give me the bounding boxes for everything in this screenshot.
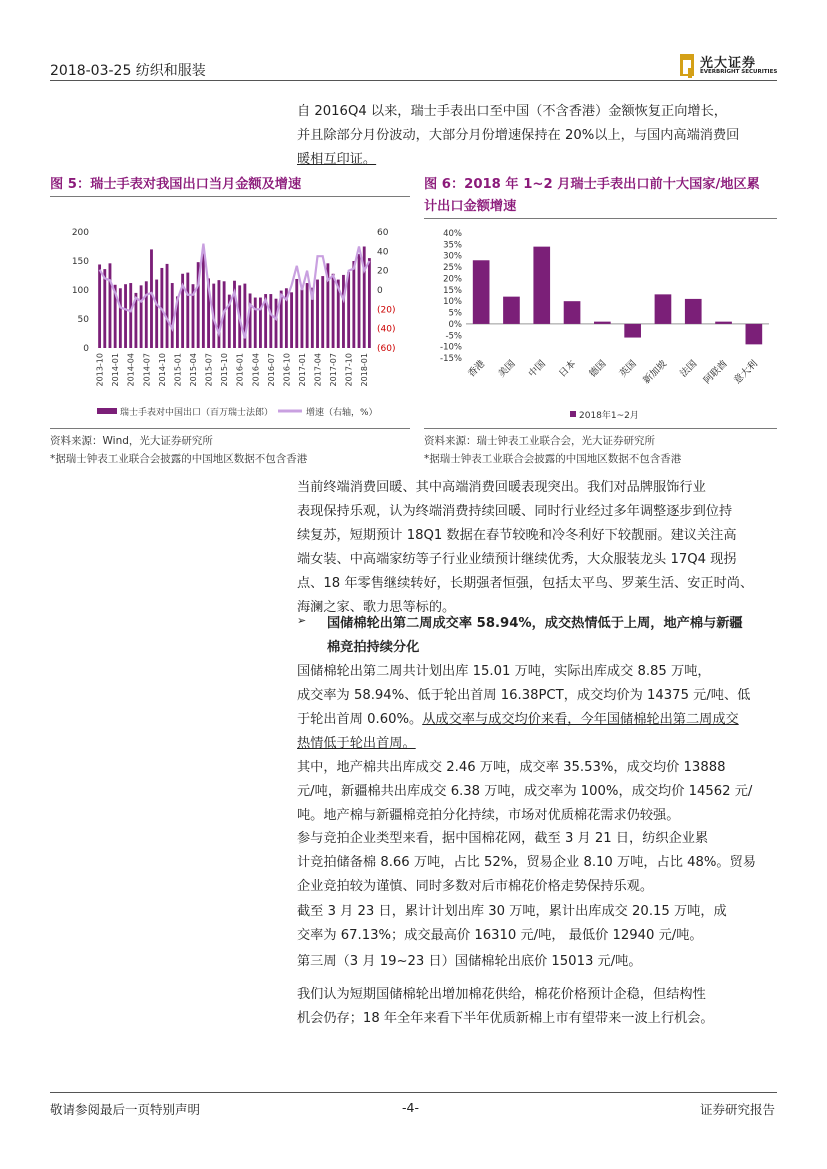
right-axis-tick-label: (40) (377, 324, 396, 335)
bar-export-value (218, 280, 221, 348)
intro-line: 暖相互印证。 (297, 152, 377, 167)
bar-growth-by-country (624, 324, 641, 338)
bar-export-value (358, 254, 361, 348)
y-axis-tick-label: -15% (440, 354, 462, 364)
category-label: 德国 (587, 358, 609, 380)
x-axis-tick-label: 2015-07 (204, 353, 214, 387)
bar-export-value (269, 294, 272, 348)
right-axis-tick-label: 20 (377, 266, 389, 277)
intro-paragraph (297, 100, 777, 172)
legend-label-bars: 瑞士手表对中国出口（百万瑞士法郎） (120, 408, 274, 418)
category-label: 意大利 (732, 358, 760, 387)
bar-growth-by-country (533, 247, 550, 324)
paragraph-week3-floor: 第三周（3 月 19~23 日）国储棉轮出底价 15013 元/吨。 (297, 954, 642, 969)
logo-text-en: EVERBRIGHT SECURITIES (700, 69, 778, 75)
figure6-top-rule (424, 218, 777, 219)
bar-export-value (342, 275, 345, 348)
x-axis-tick-label: 2014-07 (142, 353, 152, 387)
bar-growth-by-country (685, 299, 702, 324)
x-axis-tick-label: 2017-01 (297, 353, 307, 387)
x-axis-tick-label: 2015-10 (220, 353, 230, 387)
bar-export-value (124, 284, 127, 348)
bar-export-value (290, 292, 293, 348)
y-axis-tick-label: 40% (443, 229, 462, 239)
bar-export-value (109, 263, 112, 348)
bar-export-value (145, 281, 148, 348)
x-axis-tick-label: 2016-07 (266, 353, 276, 387)
y-axis-tick-label: 10% (443, 297, 462, 308)
bar-export-value (316, 280, 319, 348)
paragraph-bidders: 参与竞拍企业类型来看，据中国棉花网，截至 3 月 21 日，纺织企业累 计竞拍储备棉 8.66 万吨，占比 52%，贸易企业 8.10 万吨，占比 48%。贸易 企业竞拍较为谨慎、同时多数对后市棉花价格走势保持乐观。 (297, 831, 756, 894)
figure5-chart (50, 220, 410, 425)
left-axis-tick-label: 150 (71, 257, 89, 267)
legend-label-2018: 2018年1~2月 (579, 411, 639, 421)
left-axis-tick-label: 0 (83, 344, 89, 354)
x-axis-tick-label: 2013-10 (95, 353, 105, 387)
figure5-bottom-rule (50, 428, 410, 429)
company-logo (680, 52, 790, 82)
y-axis-tick-label: 35% (443, 240, 462, 251)
legend-swatch-bars (97, 408, 117, 414)
figure5-title: 图 5：瑞士手表对我国出口当月金额及增速 (50, 177, 302, 192)
x-axis-tick-label: 2014-10 (157, 353, 167, 387)
right-axis-tick-label: 60 (377, 228, 389, 238)
bar-export-value (129, 283, 132, 348)
bar-export-value (103, 269, 106, 348)
category-label: 香港 (466, 358, 488, 380)
bar-export-value (254, 298, 257, 348)
bar-export-value (202, 253, 205, 348)
bar-export-value (186, 273, 189, 348)
y-axis-tick-label: 25% (443, 263, 462, 274)
footer-disclaimer: 敬请参阅最后一页特别声明 (50, 1102, 201, 1117)
bar-export-value (275, 299, 278, 348)
footer-page-number: -4- (402, 1100, 419, 1115)
figure6-source: 资料来源：瑞士钟表工业联合会，光大证券研究所 *据瑞士钟表工业联合会披露的中国地区数据不包含香港 (424, 435, 682, 465)
y-axis-tick-label: 0% (448, 319, 462, 330)
legend-label-line: 增速（右轴，%） (306, 408, 378, 418)
x-axis-tick-label: 2014-01 (111, 353, 121, 387)
section-heading-text: 国储棉轮出第二周成交率 58.94%，成交热情低于上周，地产棉与新疆 棉竞拍持续分化 (327, 616, 743, 655)
paragraph-market-view: 当前终端消费回暖、其中高端消费回暖表现突出。我们对品牌服饰行业 表现保持乐观，认为终端消费持续回暖、同时行业经过多年调整逐步到位持 续复苏，短期预计 18Q1 数据在春节较晚和冷冬利好下较靓丽。建议关注高 端女装、中高端家纺等子行业业绩预计继续优秀，大众服装龙头 17Q4 现拐 点、18 年零售继续转好，长期强者恒强，包括太平鸟、罗莱生活、安正时尚、 海澜之家、歌力思等标的。 (297, 480, 754, 615)
right-axis-tick-label: (60) (377, 344, 396, 354)
category-label: 新加坡 (641, 358, 670, 387)
bar-export-value (155, 280, 158, 348)
x-axis-tick-label: 2016-10 (282, 353, 292, 387)
x-axis-tick-label: 2017-10 (344, 353, 354, 387)
x-axis-tick-label: 2014-04 (126, 353, 136, 387)
legend-swatch-2018 (570, 411, 576, 417)
bar-export-value (347, 272, 350, 348)
x-axis-tick-label: 2015-01 (173, 353, 183, 387)
intro-line: 并且除部分月份波动，大部分月份增速保持在 20%以上，与国内高端消费回 (297, 128, 740, 143)
bar-export-value (98, 264, 101, 348)
header-rule (50, 80, 777, 81)
header-date-section: 2018-03-25 纺织和服装 (50, 63, 206, 79)
category-label: 日本 (556, 358, 579, 380)
right-axis-tick-label: (20) (377, 305, 396, 316)
logo-mark-icon (680, 54, 694, 76)
y-axis-tick-label: 20% (443, 274, 462, 285)
intro-line: 自 2016Q4 以来，瑞士手表出口至中国（不含香港）金额恢复正向增长， (297, 104, 727, 119)
bar-growth-by-country (503, 297, 520, 324)
x-axis-tick-label: 2017-07 (329, 353, 339, 387)
figure6-bottom-rule (424, 428, 777, 429)
bar-growth-by-country (594, 322, 611, 324)
bar-export-value (119, 288, 122, 348)
left-axis-tick-label: 200 (71, 228, 89, 238)
y-axis-tick-label: 30% (443, 251, 462, 262)
right-axis-tick-label: 0 (377, 286, 383, 296)
bar-growth-by-country (564, 301, 581, 324)
footer-rule (50, 1092, 777, 1093)
bar-export-value (301, 289, 304, 348)
bar-export-value (352, 261, 355, 348)
bar-export-value (140, 285, 143, 348)
paragraph-cumulative: 截至 3 月 23 日，累计计划出库 30 万吨，累计出库成交 20.15 万吨，成 交率为 67.13%；成交最高价 16310 元/吨， 最低价 12940 元/吨。 (297, 904, 727, 943)
bar-growth-by-country (473, 260, 490, 324)
category-label: 法国 (678, 358, 700, 380)
y-axis-tick-label: 5% (448, 308, 462, 319)
x-axis-tick-label: 2017-04 (313, 353, 323, 387)
x-axis-tick-label: 2016-04 (251, 353, 261, 387)
category-label: 阿联酋 (701, 358, 730, 387)
bar-export-value (306, 283, 309, 348)
bar-export-value (150, 249, 153, 348)
left-axis-tick-label: 50 (77, 315, 89, 325)
y-axis-tick-label: -5% (445, 331, 462, 342)
left-axis-tick-label: 100 (71, 286, 89, 296)
figure6-title: 图 6：2018 年 1~2 月瑞士手表出口前十大国家/地区累 计出口金额增速 (424, 177, 760, 214)
bar-growth-by-country (655, 294, 672, 324)
category-label: 中国 (526, 358, 548, 380)
x-axis-tick-label: 2018-01 (360, 353, 370, 387)
paragraph-week2-summary: 国储棉轮出第二周共计划出库 15.01 万吨，实际出库成交 8.85 万吨， 成交率为 58.94%、低于轮出首周 16.38PCT，成交均价为 14375 元/吨、低 于轮出首周 0.60%。从成交率与成交均价来看，今年国储棉轮出第二周成交 热情低于轮出首周。 (297, 664, 751, 751)
bar-export-value (368, 258, 371, 348)
figure5-source: 资料来源：Wind，光大证券研究所 *据瑞士钟表工业联合会披露的中国地区数据不包含香港 (50, 435, 308, 465)
right-axis-tick-label: 40 (377, 247, 389, 258)
bar-export-value (332, 274, 335, 348)
figure5-top-rule (50, 196, 410, 197)
paragraph-regional-cotton: 其中，地产棉共出库成交 2.46 万吨，成交率 35.53%，成交均价 13888 元/吨，新疆棉共出库成交 6.38 万吨，成交率为 100%，成交均价 14562 元/ 吨。地产棉与新疆棉竞拍分化持续，市场对优质棉花需求仍较强。 (297, 760, 753, 823)
bar-export-value (295, 279, 298, 348)
x-axis-tick-label: 2016-01 (235, 353, 245, 387)
bar-growth-by-country (746, 324, 763, 344)
y-axis-tick-label: -10% (440, 342, 462, 353)
footer-report-type: 证券研究报告 (700, 1102, 776, 1117)
bar-export-value (249, 293, 252, 348)
category-label: 美国 (496, 358, 518, 380)
bar-export-value (166, 264, 169, 348)
category-label: 英国 (617, 358, 639, 380)
figure6-chart (424, 225, 777, 425)
logo-text-cn: 光大证券 (700, 56, 757, 71)
bar-growth-by-country (715, 322, 732, 324)
bar-export-value (171, 283, 174, 348)
bar-export-value (321, 276, 324, 348)
paragraph-outlook: 我们认为短期国储棉轮出增加棉花供给，棉花价格预计企稳，但结构性 机会仍存；18 年全年来看下半年优质新棉上市有望带来一波上行机会。 (297, 987, 714, 1026)
bullet-arrow-icon: ➢ (297, 614, 307, 627)
y-axis-tick-label: 15% (443, 285, 462, 296)
x-axis-tick-label: 2015-04 (188, 353, 198, 387)
